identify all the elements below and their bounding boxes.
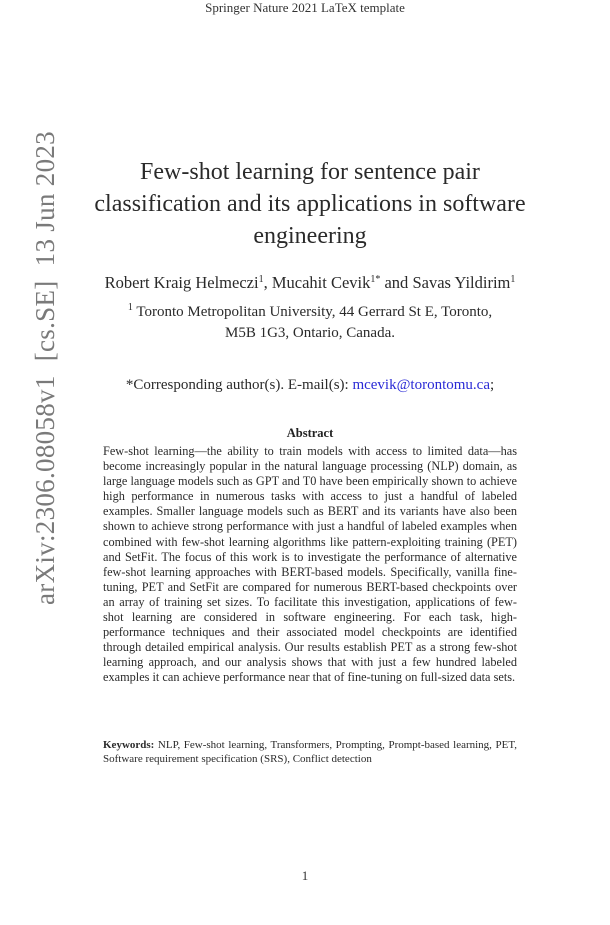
author-name: Savas Yildirim xyxy=(412,273,511,292)
author-name: Mucahit Cevik xyxy=(271,273,371,292)
keywords-text: NLP, Few-shot learning, Transformers, Prompting, Prompt-based learning, PET, Software requirement specification (SRS), Conflict detection xyxy=(103,739,517,765)
author-separator: and xyxy=(380,273,413,292)
author-affiliation-mark: 1* xyxy=(370,274,381,285)
author-name: Robert Kraig Helmeczi xyxy=(104,273,259,292)
corresponding-suffix: ; xyxy=(489,377,495,393)
arxiv-identifier-stamp: arXiv:2306.08058v1 [cs.SE] 13 Jun 2023 xyxy=(30,131,60,605)
author-separator: , xyxy=(263,273,272,292)
author-list xyxy=(70,273,550,293)
paper-title: Few-shot learning for sentence pair classification and its applications in software engineering xyxy=(94,159,526,249)
keywords-label: Keywords: xyxy=(103,739,155,751)
running-head: Springer Nature 2021 LaTeX template xyxy=(205,0,405,15)
page-number: 1 xyxy=(301,868,309,883)
keywords xyxy=(103,738,517,766)
affiliation-mark: 1 xyxy=(127,302,133,313)
affiliation-line-1: Toronto Metropolitan University, 44 Gerrard St E, Toronto, xyxy=(136,304,493,320)
author-affiliation-mark: 1 xyxy=(510,274,516,285)
author-affiliation-mark: 1 xyxy=(258,274,264,285)
corresponding-author xyxy=(70,375,550,395)
affiliation xyxy=(90,302,530,344)
abstract-heading: Abstract xyxy=(286,426,334,440)
affiliation-line-2: M5B 1G3, Ontario, Canada. xyxy=(225,325,395,341)
email-link[interactable]: mcevik@torontomu.ca xyxy=(352,377,490,393)
abstract-text: Few-shot learning—the ability to train models with access to limited data—has become increasingly popular in the natural language processing (NLP) domain, as large language models such as GPT and T0 have been empirically shown to achieve high performance in numerous tasks with access to just a handful of labeled examples. Smaller language models such as BERT and its variants have also been shown to achieve strong performance with just a handful of labeled examples when combined with few-shot learning algorithms like pattern-exploiting training (PET) and SetFit. The focus of this work is to investigate the performance of alternative few-shot learning approaches with BERT-based models. Specifically, vanilla fine-tuning, PET and SetFit are compared for numerous BERT-based checkpoints over an array of training set sizes. To facilitate this investigation, applications of few-shot learning are considered in software engineering. For each task, high-performance techniques and their associated model checkpoints are identified through detailed empirical analysis. Our results establish PET as a strong few-shot learning approach, and our analysis shows that with just a few hundred labeled examples it can achieve performance near that of fine-tuning on full-sized data sets. xyxy=(103,444,517,685)
corresponding-prefix: *Corresponding author(s). E-mail(s): xyxy=(125,377,353,393)
